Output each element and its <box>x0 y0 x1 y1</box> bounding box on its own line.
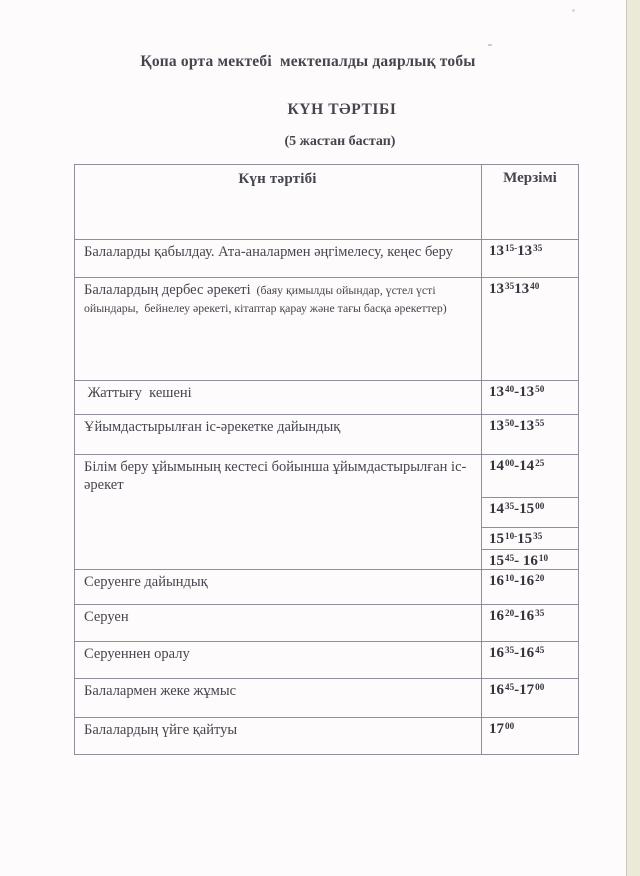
time-cell: $16^{35}-16^{45}$ <box>489 644 545 661</box>
scan-speck <box>572 9 575 12</box>
time-column-header: Мерзімі <box>503 170 557 186</box>
activity-text: Жаттығу кешені <box>84 385 192 401</box>
time-cell: $16^{10}-16^{20}$ <box>489 572 545 589</box>
activity-cell <box>75 570 482 604</box>
time-cell: $16^{20}-16^{35}$ <box>489 607 545 624</box>
activity-text: Білім беру ұйымының кестесі бойынша ұйымдастырылған іс-әрекет <box>84 459 467 493</box>
scan-speck <box>488 44 492 46</box>
activity-text: Балалармен жеке жұмыс <box>84 683 237 699</box>
table-row <box>75 239 578 277</box>
activity-cell <box>75 455 482 569</box>
activity-text: Серуенге дайындық <box>84 574 208 590</box>
activity-cell <box>75 679 482 717</box>
activity-column-header: Күн тәртібі <box>75 165 482 239</box>
time-cell: $13^{50}-13^{55}$ <box>489 417 545 434</box>
activity-cell <box>75 415 482 454</box>
time-cell: $13^{35}13^{40}$ <box>489 280 540 297</box>
table-row <box>75 678 578 717</box>
time-subcell: $14^{00}-14^{25}$ <box>489 457 545 474</box>
time-cell <box>482 455 578 569</box>
activity-text: Балалардың үйге қайтуы <box>84 722 238 738</box>
activity-text: Серуен <box>84 609 129 625</box>
activity-cell <box>75 381 482 414</box>
doc-subtitle: (5 жастан бастап) <box>284 134 396 149</box>
school-name: Қопа орта мектебі мектепалды даярлық тобы <box>140 53 476 70</box>
table-row <box>75 569 578 604</box>
page-title: КҮН ТӘРТІБІ <box>287 101 397 118</box>
activity-text: Серуеннен оралу <box>84 646 190 662</box>
activity-cell <box>75 278 482 380</box>
table-row <box>75 717 578 754</box>
table-row <box>75 414 578 454</box>
time-subcell: $15^{45}-$ $16^{10}$ <box>482 549 578 570</box>
activity-note: (баяу қимылды ойындар, үстел үсті ойындары, бейнелеу әрекеті, кітаптар қарау және тағы басқа әрекеттер) <box>84 283 447 315</box>
activity-text: Балаларды қабылдау. Ата-аналармен әңгімелесу, кеңес беру <box>84 244 453 260</box>
scan-edge-strip <box>626 0 640 876</box>
table-row <box>75 380 578 414</box>
activity-cell <box>75 240 482 277</box>
table-row <box>75 641 578 678</box>
activity-cell <box>75 605 482 641</box>
activity-text: Балалардың дербес әрекеті <box>84 282 251 298</box>
schedule-table <box>74 164 579 755</box>
table-row <box>75 454 578 569</box>
table-row <box>75 604 578 641</box>
time-cell: $16^{45}-17^{00}$ <box>489 681 545 698</box>
time-subcell: $14^{35}-15^{00}$ <box>482 497 578 527</box>
activity-text: Ұйымдастырылған іс-әрекетке дайындық <box>84 419 341 435</box>
table-row <box>75 277 578 380</box>
time-cell: $17^{00}$ <box>489 720 515 737</box>
activity-cell <box>75 642 482 678</box>
activity-cell <box>75 718 482 754</box>
time-cell: $13^{15-}13^{35}$ <box>489 242 543 259</box>
table-header-row <box>75 165 578 239</box>
time-cell: $13^{40}-13^{50}$ <box>489 383 545 400</box>
time-subcell: $15^{10-}15^{35}$ <box>482 527 578 549</box>
